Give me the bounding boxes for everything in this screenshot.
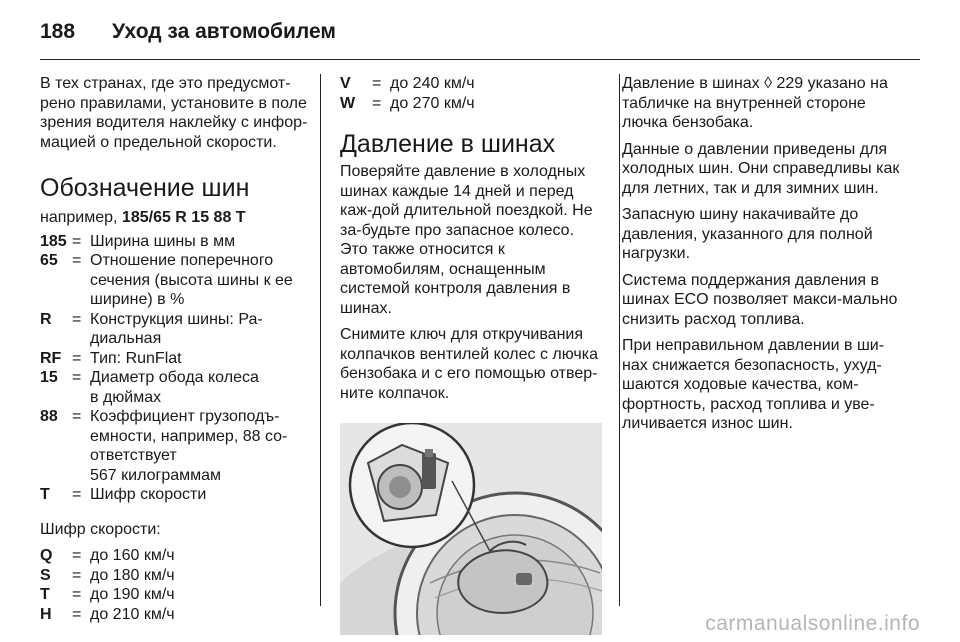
illustration-drawing <box>340 423 602 635</box>
tire-code-row <box>40 310 308 349</box>
page-title: Уход за автомобилем <box>112 20 336 43</box>
speed-code-row <box>340 94 605 114</box>
equals-sign: = <box>72 408 82 425</box>
code-value: до 210 км/ч <box>90 605 175 623</box>
code-value: до 180 км/ч <box>90 566 175 584</box>
speed-code-row <box>40 605 308 625</box>
tire-designation-heading: Обозначение шин <box>40 174 250 202</box>
code-value: Диаметр обода колеса в дюймах <box>90 369 259 406</box>
code-value: Ширина шины в мм <box>90 232 236 250</box>
code-value: до 240 км/ч <box>390 75 475 92</box>
pressure-label-paragraph <box>622 74 906 133</box>
check-pressure-paragraph: Поверяйте давление в холодных шинах каждые 14 дней и перед каж-дой длительной поездкой. Не за-будьте про запасное колесо. Это также относится к автомобилям, оснащенным системой контроля давления в шинах. <box>340 163 593 317</box>
speed-code-row <box>40 546 308 566</box>
speed-sticker-paragraph: В тех странах, где это предусмот-рено правилами, установите в поле зрения водителя наклейку с инфор-мацией о предельной скорости. <box>40 75 308 151</box>
equals-sign: = <box>72 232 82 250</box>
tire-code-row <box>40 349 308 369</box>
spare-tire-paragraph: Запасную шину накачивайте до давления, указанного для полной нагрузки. <box>622 206 873 262</box>
code-value: Тип: RunFlat <box>90 349 182 367</box>
equals-sign: = <box>72 310 82 328</box>
code-key: Q <box>40 547 53 564</box>
column-divider-right <box>619 74 620 606</box>
code-value: Шифр скорости <box>90 486 207 503</box>
incorrect-pressure-paragraph: При неправильном давлении в ши-нах снижается безопасность, ухуд-шаются ходовые качества, ком-фортность, расход топлива и уве-личивается износ шин. <box>622 337 885 432</box>
code-key: H <box>40 605 52 623</box>
pressure-label-text-end: 229 указано на табличке на внутренней стороне лючка бензобака. <box>622 75 888 131</box>
cold-tire-paragraph: Данные о давлении приведены для холодных шин. Они справедливы как для летних, так и для зимних шин. <box>622 140 900 197</box>
equals-sign: = <box>72 547 82 564</box>
column-divider-left <box>320 74 321 606</box>
tire-code-row <box>40 485 308 505</box>
page-number: 188 <box>40 20 76 43</box>
column-1 <box>40 74 308 624</box>
code-key: T <box>40 486 50 503</box>
equals-sign: = <box>72 252 82 269</box>
code-key: R <box>40 310 52 328</box>
equals-sign: = <box>372 94 382 112</box>
tire-code-row <box>40 232 308 252</box>
speed-code-row <box>40 585 308 605</box>
tire-code-row <box>40 368 308 407</box>
equals-sign: = <box>72 349 82 367</box>
equals-sign: = <box>72 369 82 386</box>
page-header <box>40 16 336 48</box>
equals-sign: = <box>72 605 82 623</box>
column-3 <box>622 74 906 441</box>
code-value: до 270 км/ч <box>390 94 475 112</box>
speed-code-list <box>40 546 308 624</box>
code-key: 65 <box>40 252 58 269</box>
code-value: Коэффициент грузоподъ- емности, например, 88 со- ответствует 567 килограммам <box>90 408 288 484</box>
equals-sign: = <box>72 566 82 584</box>
valve-cap-paragraph: Снимите ключ для откручивания колпачков вентилей колес с лючка бензобака и с его помощью отвер-ните колпачок. <box>340 326 598 402</box>
watermark: carmanualsonline.info <box>705 612 920 635</box>
eco-pressure-paragraph: Система поддержания давления в шинах ECO позволяет макси-мально снизить расход топлива. <box>622 271 898 328</box>
code-key: RF <box>40 349 62 367</box>
code-value: до 190 км/ч <box>90 586 175 603</box>
code-key: 88 <box>40 408 58 425</box>
code-key: T <box>40 586 50 603</box>
code-key: S <box>40 566 51 584</box>
speed-code-heading: Шифр скорости: <box>40 520 161 538</box>
example-code: 185/65 R 15 88 T <box>121 209 246 226</box>
code-key: V <box>340 75 351 92</box>
tire-designation-example <box>40 208 308 228</box>
speed-code-list-continued <box>340 74 605 113</box>
code-key: W <box>340 94 356 112</box>
equals-sign: = <box>372 75 382 92</box>
tire-code-row <box>40 407 308 485</box>
column-2 <box>340 74 605 635</box>
speed-code-row <box>40 566 308 586</box>
cross-reference-arrow-icon: ◊ <box>764 75 773 92</box>
example-prefix: например, <box>40 209 122 226</box>
tire-code-list <box>40 232 308 505</box>
tire-code-row <box>40 251 308 310</box>
code-key: 15 <box>40 369 58 386</box>
fuel-flap-valve-illustration <box>340 423 602 635</box>
tire-pressure-heading: Давление в шинах <box>340 130 556 158</box>
pressure-label-text: Давление в шинах <box>622 75 765 92</box>
equals-sign: = <box>72 586 82 603</box>
speed-code-row <box>340 74 605 94</box>
code-value: Конструкция шины: Ра- диальная <box>90 310 263 347</box>
code-value: до 160 км/ч <box>90 547 175 564</box>
equals-sign: = <box>72 486 82 503</box>
header-divider <box>40 59 920 60</box>
code-key: 185 <box>40 232 67 250</box>
code-value: Отношение поперечного сечения (высота шины к ее ширине) в % <box>90 252 293 308</box>
